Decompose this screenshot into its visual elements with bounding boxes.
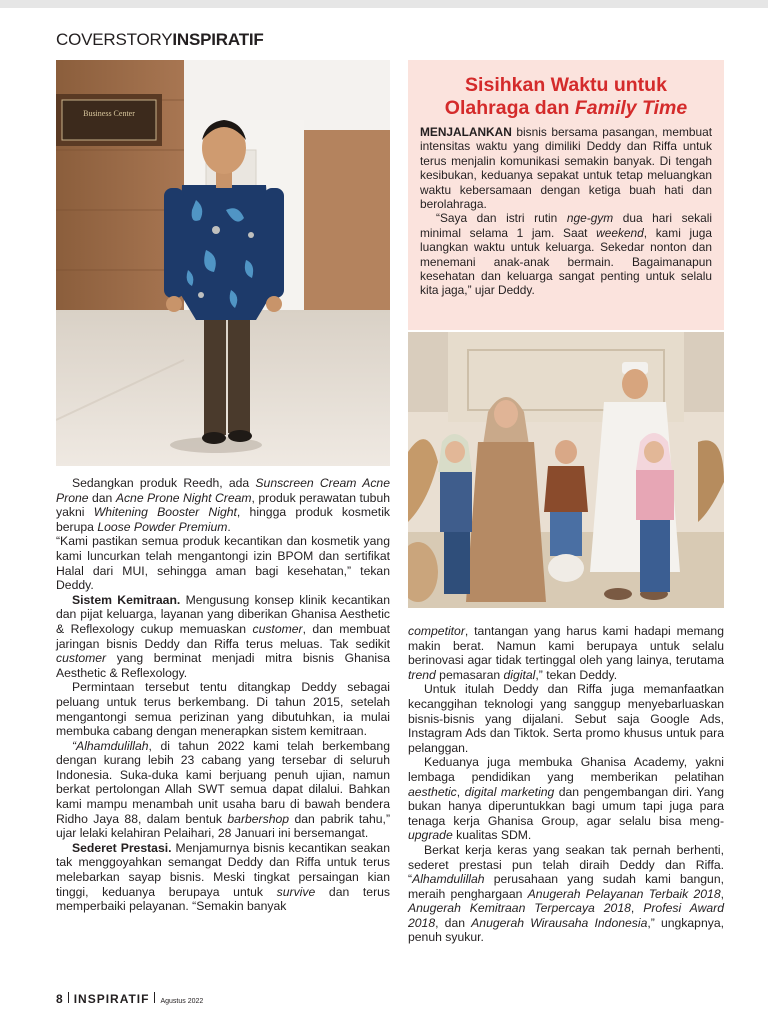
text-run: . [227, 519, 231, 534]
paragraph [56, 593, 390, 681]
text-italic: aesthetic [408, 784, 457, 799]
text-italic: Acne Prone Night Cream [115, 490, 252, 505]
sidebar-paragraph [420, 125, 712, 211]
text-run: , hingga produk kosmetik berupa [56, 505, 390, 534]
sidebar-title-line2: Olahraga dan [444, 97, 575, 119]
paragraph [408, 843, 724, 945]
paragraph [56, 739, 390, 841]
text-italic: Anugerah Kemitraan Terpercaya 2018 [408, 901, 631, 916]
text-italic: competitor [408, 624, 465, 638]
text-italic: Anugerah Wirausaha Indonesia [471, 915, 648, 930]
text-italic: trend [408, 667, 436, 682]
magazine-name: INSPIRATIF [73, 992, 150, 1006]
photo-family [408, 332, 724, 608]
sidebar-title [420, 74, 712, 120]
text-run: , [456, 784, 465, 799]
text-run: Keduanya juga membuka Ghanisa Academy, yakni lembaga pendidikan yang memberikan pelatihan [408, 755, 724, 784]
text-italic: Alhamdulillah [412, 872, 485, 887]
text-run: dan [88, 490, 116, 505]
text-italic: customer [252, 621, 303, 636]
text-run: , dan [435, 915, 472, 930]
text-run: ,” ungkapnya, penuh syukur. [408, 915, 724, 945]
text-italic: digital marketing [464, 784, 555, 799]
top-border [0, 0, 768, 8]
text-run: dan terus memperbaiki pelayanan. “Semakin banyak [56, 884, 391, 914]
issue-date: Agustus 2022 [160, 998, 204, 1005]
text-run: dan pabrik tahu,” ujar lelaki kelahiran Pelaihari, 28 Januari ini bersemangat. [56, 811, 390, 841]
header-brand: INSPIRATIF [172, 30, 264, 49]
page-footer [56, 992, 203, 1006]
footer-divider [154, 992, 155, 1003]
page-number: 8 [56, 992, 63, 1006]
paragraph: Permintaan tersebut tentu ditangkap Deddy sebagai peluang untuk terus berkembang. Di tahun 2015, setelah mengantongi semua perizinan yang dibutuhkan, ia mulai membuka cabang dengan menerapkan sistem kemitraan. [56, 680, 390, 739]
text-run: pemasaran [435, 667, 504, 682]
text-run: , tantangan yang harus kami hadapi memang makin berat. Namun kami berupaya untuk selalu berinovasi agar tidak tertinggal oleh yang lainya, terutama [408, 624, 724, 668]
sidebar-body [420, 125, 712, 298]
text-run: bisnis bersama pasangan, membuat intensitas waktu yang dimiliki Deddy dan Riffa untuk terus menjalin komunikasi semakin banyak. Di tengah kesibukan, keduanya sepakat untuk tetap meluangkan waktu kebersamaan dengan ketiga buah hati dan berolahraga. [420, 125, 712, 212]
text-run: dua hari sekali minimal selama 1 jam. Saat [420, 211, 712, 240]
subhead-sistem-kemitraan: Sistem Kemitraan. [72, 592, 181, 607]
header-coverstory: COVERSTORY [56, 30, 173, 49]
sidebar-title-line1: Sisihkan Waktu untuk [465, 74, 667, 96]
sidebar-paragraph [420, 211, 712, 297]
text-run: , produk perawatan tubuh yakni [56, 490, 391, 520]
text-italic: barbershop [227, 811, 290, 826]
text-italic: digital [503, 667, 536, 682]
text-run: , kami juga luangkan waktu untuk keluarga. Sekedar nonton dan menemani anak-anak bermain. Bagaimanapun kesehatan dan keluarga sangat penting untuk selalu kita jaga,” ujar Deddy. [420, 225, 712, 298]
text-italic: “Alhamdulillah [72, 738, 149, 753]
footer-divider [68, 992, 69, 1003]
text-run: dan pengembangan diri. Yang bukan hanya diperuntukkan bagi umum tapi juga para tenaga kerja Ghanisa Group, agar selalu bisa meng- [408, 784, 724, 828]
text-run: , [720, 886, 724, 901]
text-run: Mengusung konsep klinik kecantikan dan pijat keluarga, layanan yang diberikan Ghanisa Aesthetic & Reflexology cukup memuaskan [56, 592, 390, 636]
paragraph [408, 755, 724, 843]
paragraph: Untuk itulah Deddy dan Riffa juga memanfaatkan kecanggihan teknologi yang sanggup menyebarluaskan bisnis-bisnis yang dijalani. Sebut saja Google Ads, Instagram Ads dan Tiktok. Serta promo khusus untuk para pelanggan. [408, 682, 724, 755]
subhead-sederet-prestasi: Sederet Prestasi. [72, 840, 172, 855]
text-run: Menjamurnya bisnis kecantikan seakan tak menggoyahkan semangat Deddy dan Riffa untuk terus melebarkan sayap bisnis. Meski tingkat persaingan kian tinggi, keduanya berupaya untuk [56, 840, 390, 899]
text-run: ,” tekan Deddy. [535, 667, 618, 682]
text-italic: upgrade [408, 828, 453, 843]
text-italic: Sunscreen Cream Acne Prone [56, 476, 390, 505]
text-run: Berkat kerja keras yang seakan tak pernah berhenti, sederet prestasi pun telah diraih Deddy dan Riffa. “ [408, 842, 724, 887]
text-italic: Whitening Booster Night [93, 505, 237, 520]
paragraph [56, 841, 390, 914]
text-run: , di tahun 2022 kami telah berkembang dengan kurang lebih 23 cabang yang tersebar di seluruh Indonesia. Suka-duka kami berjuang penuh ujian, namun berkat pertolongan Allah SWT semua dapat dilalui. Bahkan kami mampu menambah unit usaha baru di bawah bendera Ridho Jaya 88, dalam bentuk [56, 738, 390, 826]
text-run: yang berminat menjadi mitra bisnis Ghanisa Aesthetic & Reflexology. [56, 651, 390, 680]
sidebar-title-italic: Family Time [574, 97, 688, 119]
text-run: perusahaan yang sudah kami bangun, meraih penghargaan [408, 872, 724, 901]
text-italic: weekend [596, 225, 644, 240]
section-header [56, 30, 264, 50]
lobby-sign: Business Center [83, 109, 135, 118]
text-italic: Anugerah Pelayanan Terbaik 2018 [527, 886, 721, 901]
article-left-column [56, 476, 390, 914]
photo-deddy-lobby [56, 60, 390, 466]
text-run: kualitas SDM. [452, 828, 532, 843]
paragraph [56, 476, 390, 534]
text-run: , [630, 901, 644, 916]
sidebar-lead: MENJALANKAN [420, 125, 512, 139]
text-italic: survive [276, 884, 316, 899]
text-italic: Loose Powder Premium [97, 519, 228, 534]
sidebar-box [408, 60, 724, 330]
text-run: , dan membuat jaringan bisnis Deddy dan Riffa terus meluas. Tak sedikit [56, 621, 390, 651]
paragraph [408, 624, 724, 682]
paragraph: “Kami pastikan semua produk kecantikan dan kosmetik yang kami luncurkan telah mengantongi izin BPOM dan sertifikat Halal dari MUI, sehingga aman bagi kesehatan,” tekan Deddy. [56, 534, 390, 593]
text-run: “Saya dan istri rutin [436, 211, 567, 226]
text-italic: Profesi Award 2018 [408, 901, 724, 930]
text-italic: nge-gym [566, 211, 614, 226]
text-run: Sedangkan produk Reedh, ada [72, 476, 256, 490]
article-right-column [408, 624, 724, 945]
text-italic: customer [56, 651, 107, 666]
